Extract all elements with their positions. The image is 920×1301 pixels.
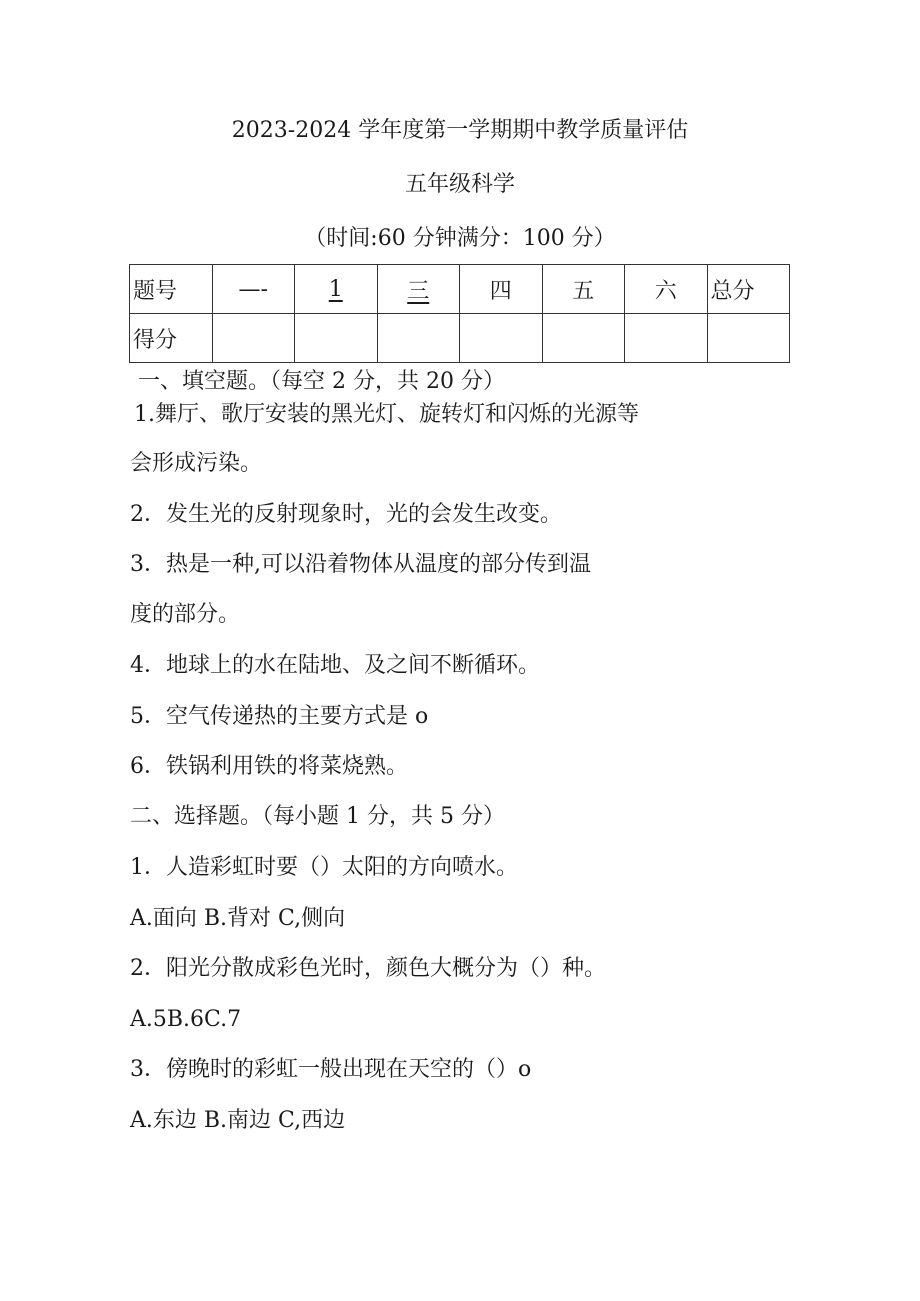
score-cell-4 [460,314,543,363]
fill-question-1: 1.舞厅、歌厅安装的黑光灯、旋转灯和闪烁的光源等 [134,402,639,427]
fill-question-3-cont: 度的部分。 [130,602,241,627]
choice-question-1: 1．人造彩虹时要（）太阳的方向喷水。 [130,855,518,880]
fill-question-6: 6．铁锅利用铁的将菜烧熟。 [130,754,408,779]
score-table-score-row [130,314,790,363]
choice-question-2-options: A.5B.6C.7 [130,1007,242,1032]
choice-question-3: 3．傍晚时的彩虹一般出现在天空的（）o [130,1057,532,1082]
fill-question-2: 2．发生光的反射现象时，光的会发生改变。 [130,502,562,527]
question-col-4: 四 [460,265,543,314]
question-col-3 [377,265,460,314]
question-col-6: 六 [625,265,708,314]
fill-question-5: 5．空气传递热的主要方式是 o [130,704,429,729]
score-cell-6 [625,314,708,363]
score-cell-total [707,314,790,363]
fill-question-3: 3．热是一种,可以沿着物体从温度的部分传到温 [130,552,591,577]
exam-time-info: （时间:60 分钟满分：100 分） [304,226,616,251]
fill-question-4: 4．地球上的水在陆地、及之间不断循环。 [130,653,540,678]
exam-subtitle: 五年级科学 [404,172,515,197]
choice-question-3-options: A.东边 B.南边 C,西边 [130,1108,346,1133]
fill-question-1-cont: 会形成污染。 [130,451,263,476]
score-cell-3 [377,314,460,363]
score-cell-2 [295,314,378,363]
section2-heading: 二、选择题。（每小题 1 分，共 5 分） [130,804,505,829]
question-col-5: 五 [542,265,625,314]
question-col-3-text: 三 [407,278,430,304]
choice-question-2: 2．阳光分散成彩色光时，颜色大概分为（）种。 [130,956,606,981]
exam-title: 2023-2024 学年度第一学期期中教学质量评估 [231,118,689,143]
question-number-label: 题号 [130,265,213,314]
score-cell-1 [212,314,295,363]
section1-heading: 一、填空题。（每空 2 分，共 20 分） [138,369,505,394]
choice-question-1-options: A.面向 B.背对 C,侧向 [130,906,346,931]
score-label: 得分 [130,314,213,363]
score-cell-5 [542,314,625,363]
question-col-1: —- [212,265,295,314]
total-score-label: 总分 [707,265,790,314]
score-table [129,264,790,363]
question-col-2 [295,265,378,314]
score-table-header-row [130,265,790,314]
question-col-2-text: 1 [328,276,343,302]
